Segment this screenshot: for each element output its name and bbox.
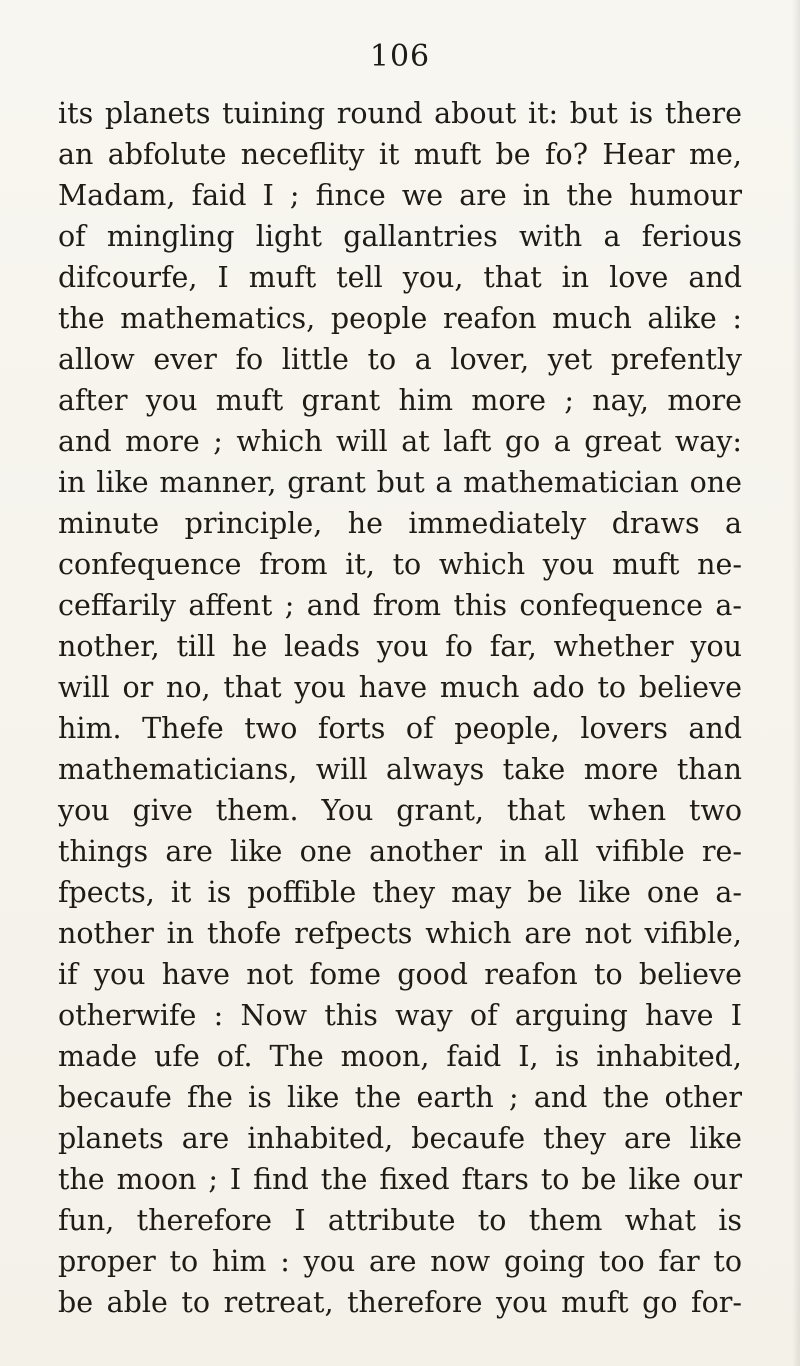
text-line: made ufe of. The moon, faid I, is inhabited, (58, 1040, 742, 1073)
text-line: Madam, faid I ; fince we are in the humour (58, 179, 742, 212)
text-line: ceffarily affent ; and from this confequence a- (58, 589, 742, 622)
text-line: things are like one another in all vifible re- (58, 835, 742, 868)
text-line: you give them. You grant, that when two (58, 794, 742, 827)
text-line: be able to retreat, therefore you muft go for- (58, 1286, 742, 1319)
text-line: fpects, it is poffible they may be like one a- (58, 876, 742, 909)
text-line: after you muft grant him more ; nay, more (58, 384, 742, 417)
text-line: him. Thefe two forts of people, lovers and (58, 712, 742, 745)
body-text (58, 93, 742, 1323)
text-line: difcourfe, I muft tell you, that in love and (58, 261, 742, 294)
text-line: becaufe fhe is like the earth ; and the other (58, 1081, 742, 1114)
text-line: if you have not fome good reafon to believe (58, 958, 742, 991)
text-line: the moon ; I find the fixed ftars to be like our (58, 1163, 742, 1196)
text-line: and more ; which will at laft go a great way: (58, 425, 742, 458)
text-line: allow ever fo little to a lover, yet prefently (58, 343, 742, 376)
text-line: minute principle, he immediately draws a (58, 507, 742, 540)
page-edge-shadow (792, 0, 800, 1366)
page-number: 106 (369, 39, 431, 74)
text-line: in like manner, grant but a mathematician one (58, 466, 742, 499)
text-line: the mathematics, people reafon much alike : (58, 302, 742, 335)
text-line: an abfolute neceflity it muft be fo? Hear me, (58, 138, 742, 171)
text-line: planets are inhabited, becaufe they are like (58, 1122, 742, 1155)
text-line: otherwife : Now this way of arguing have I (58, 999, 742, 1032)
text-line: fun, therefore I attribute to them what is (58, 1204, 742, 1237)
text-line: proper to him : you are now going too far to (58, 1245, 742, 1278)
text-line: mathematicians, will always take more than (58, 753, 742, 786)
text-line: confequence from it, to which you muft ne- (58, 548, 742, 581)
text-line: nother in thofe refpects which are not vifible, (58, 917, 742, 950)
text-line: its planets tuining round about it: but is there (58, 97, 742, 130)
text-line: will or no, that you have much ado to believe (58, 671, 742, 704)
text-line: of mingling light gallantries with a ferious (58, 220, 742, 253)
text-line: nother, till he leads you fo far, whether you (58, 630, 742, 663)
